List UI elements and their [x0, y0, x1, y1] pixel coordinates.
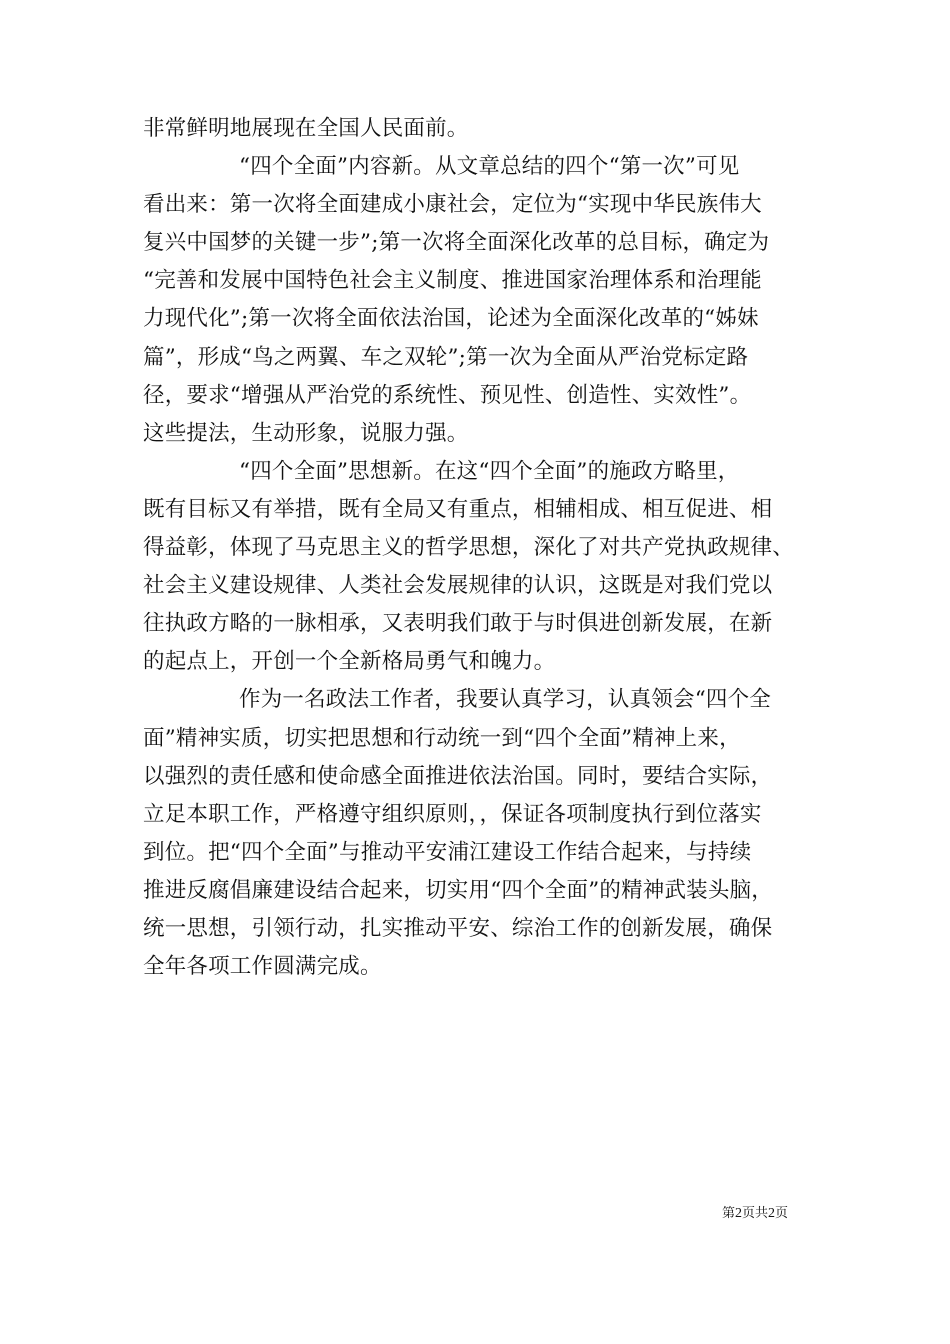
- footer-middle: 页共: [742, 1206, 769, 1221]
- text-line: 面”精神实质，切实把思想和行动统一到“四个全面”精神上来，: [143, 725, 741, 751]
- text-line: “四个全面”内容新。从文章总结的四个“第一次”可见: [239, 154, 740, 180]
- text-line: 全年各项工作圆满完成。: [143, 954, 382, 980]
- paragraph-1: [143, 110, 811, 148]
- text-line: 往执政方略的一脉相承，又表明我们敢于与时俱进创新发展，在新: [143, 611, 773, 637]
- text-line: 的起点上，开创一个全新格局勇气和魄力。: [143, 649, 556, 675]
- text-line: 篇”，形成“鸟之两翼、车之双轮”;第一次为全面从严治党标定路: [143, 344, 749, 370]
- total-page-count: 2: [768, 1206, 776, 1221]
- text-line: 既有目标又有举措，既有全局又有重点，相辅相成、相互促进、相: [143, 496, 773, 522]
- paragraph-4: [143, 681, 811, 986]
- text-line: 非常鲜明地展现在全国人民面前。: [143, 116, 469, 141]
- text-line: “四个全面”思想新。在这“四个全面”的施政方略里，: [239, 458, 740, 484]
- text-line: 到位。把“四个全面”与推动平安浦江建设工作结合起来，与持续: [143, 839, 752, 865]
- text-line: “完善和发展中国特色社会主义制度、推进国家治理体系和治理能: [143, 268, 762, 294]
- text-line: 力现代化”;第一次将全面依法治国，论述为全面深化改革的“姊妹: [143, 306, 759, 332]
- text-line: 以强烈的责任感和使命感全面推进依法治国。同时，要结合实际，: [143, 763, 773, 789]
- text-line: 社会主义建设规律、人类社会发展规律的认识，这既是对我们党以: [143, 573, 773, 599]
- current-page-number: 2: [735, 1206, 743, 1221]
- text-line: 作为一名政法工作者，我要认真学习，认真领会“四个全: [239, 687, 771, 713]
- text-line: 推进反腐倡廉建设结合起来，切实用“四个全面”的精神武装头脑，: [143, 877, 773, 903]
- paragraph-3: [143, 453, 811, 682]
- page-number-footer: [722, 1204, 788, 1224]
- text-line: 径，要求“增强从严治党的系统性、预见性、创造性、实效性”。: [143, 382, 752, 408]
- text-line: 这些提法，生动形象，说服力强。: [143, 420, 469, 446]
- text-line: 立足本职工作，严格遵守组织原则，，保证各项制度执行到位落实: [143, 801, 762, 827]
- text-line: 统一思想，引领行动，扎实推动平安、综治工作的创新发展，确保: [143, 915, 773, 941]
- footer-suffix: 页: [775, 1206, 789, 1221]
- text-line: 得益彰，体现了马克思主义的哲学思想，深化了对共产党执政规律、: [143, 535, 795, 561]
- document-body: [143, 110, 811, 986]
- text-line: 复兴中国梦的关键一步”;第一次将全面深化改革的总目标，确定为: [143, 230, 770, 256]
- paragraph-2: [143, 148, 811, 453]
- footer-prefix: 第: [722, 1206, 736, 1221]
- text-line: 看出来：第一次将全面建成小康社会，定位为“实现中华民族伟大: [143, 192, 762, 218]
